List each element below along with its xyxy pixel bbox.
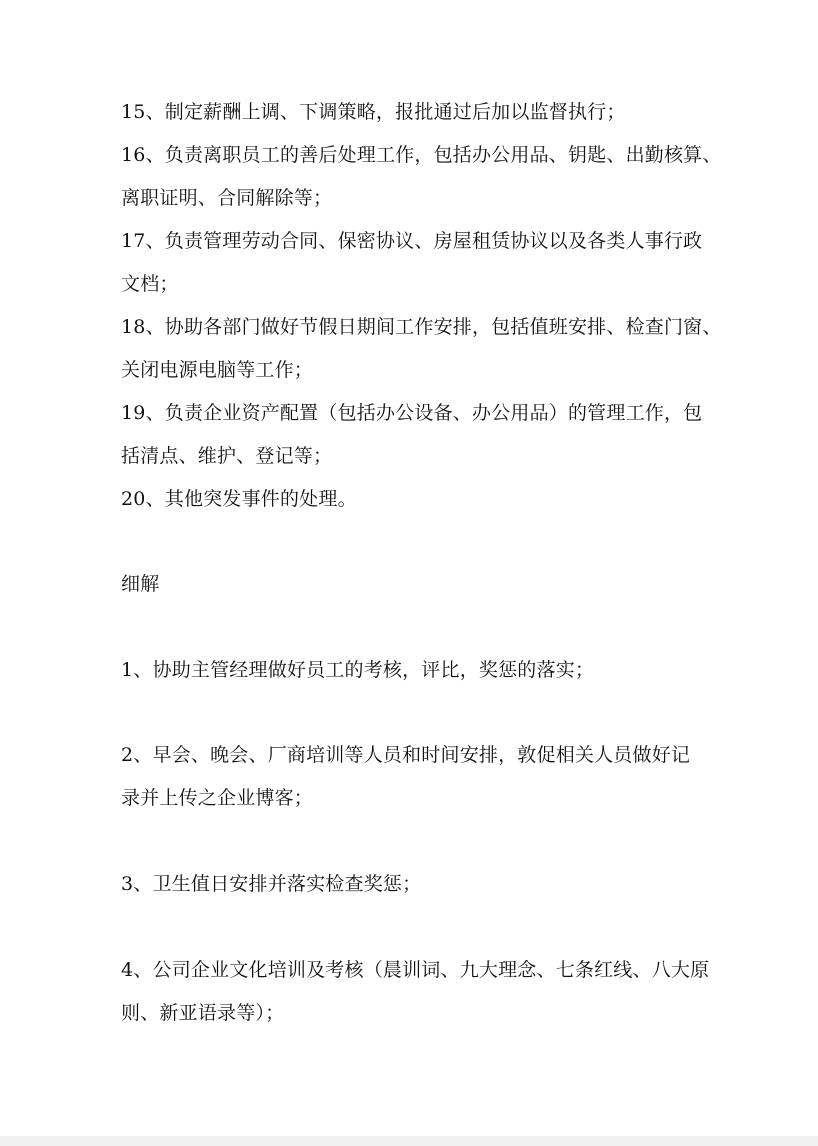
text-line: 录并上传之企业博客； (121, 787, 314, 809)
text-line: 离职证明、合同解除等； (121, 187, 333, 209)
text-line: 16、负责离职员工的善后处理工作，包括办公用品、钥匙、出勤核算、 (121, 144, 722, 166)
text-line: 19、负责企业资产配置（包括办公设备、办公用品）的管理工作，包 (121, 402, 703, 424)
text-line: 2、早会、晚会、厂商培训等人员和时间安排，敦促相关人员做好记 (121, 744, 691, 766)
text-line: 3、卫生值日安排并落实检查奖惩； (121, 873, 422, 895)
text-line: 则、新亚语录等）； (121, 1002, 285, 1024)
text-line: 关闭电源电脑等工作； (121, 359, 314, 381)
text-line: 4、公司企业文化培训及考核（晨训词、九大理念、七条红线、八大原 (121, 959, 710, 981)
section-heading: 细解 (121, 573, 160, 595)
text-line: 20、其他突发事件的处理。 (121, 488, 357, 510)
text-line: 18、协助各部门做好节假日期间工作安排，包括值班安排、检查门窗、 (121, 316, 722, 338)
text-line: 15、制定薪酬上调、下调策略，报批通过后加以监督执行； (121, 101, 626, 123)
text-line: 括清点、维护、登记等； (121, 445, 333, 467)
text-line: 1、协助主管经理做好员工的考核，评比，奖惩的落实； (121, 659, 595, 681)
page-bottom-edge (0, 1136, 818, 1146)
text-line: 文档； (121, 273, 179, 295)
text-line: 17、负责管理劳动合同、保密协议、房屋租赁协议以及各类人事行政 (121, 230, 703, 252)
